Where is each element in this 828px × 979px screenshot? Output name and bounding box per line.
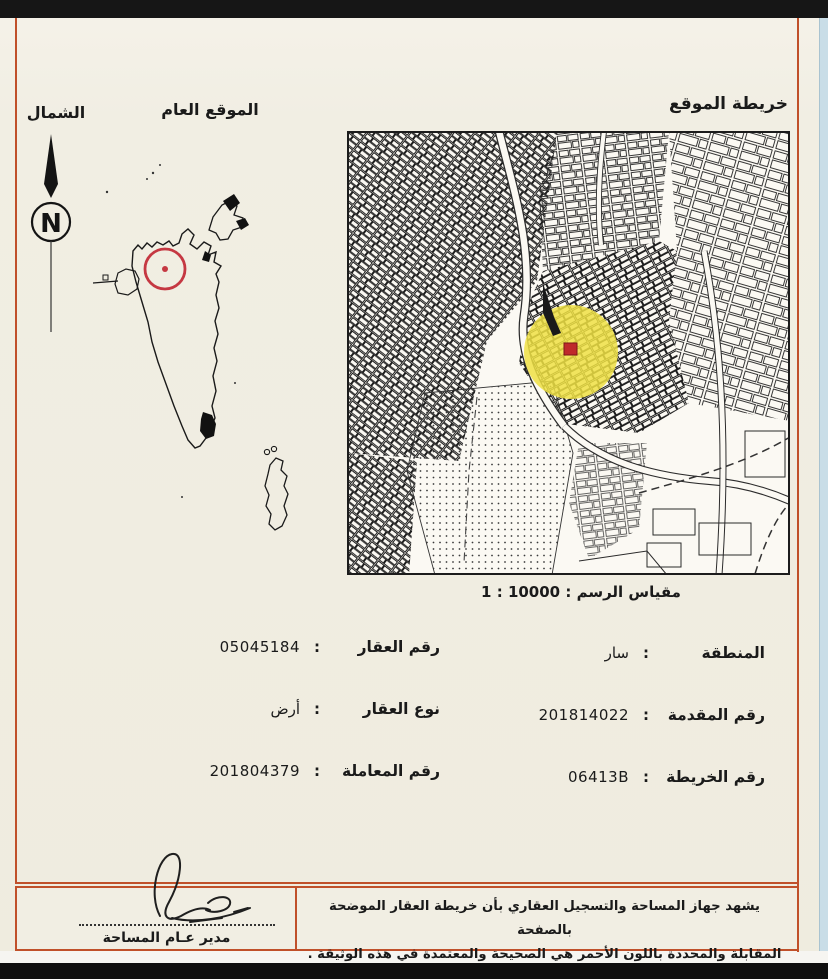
certification-line-2: المقابلة والمحددة باللون الأحمر هي الصحيحة والمعتمدة في هذه الوثيقة . bbox=[307, 947, 782, 962]
border-right bbox=[797, 18, 799, 952]
site-map bbox=[347, 131, 790, 575]
field-label: نوع العقار bbox=[362, 700, 440, 718]
property-marker bbox=[564, 343, 577, 355]
field-label: رقم المعاملة bbox=[341, 762, 440, 780]
field-area bbox=[430, 640, 765, 666]
certification-strip bbox=[15, 886, 799, 962]
field-property-number bbox=[95, 634, 440, 660]
general-location-title: الموقع العام bbox=[161, 100, 259, 119]
north-label: الشمال bbox=[26, 103, 86, 122]
field-colon: : bbox=[643, 644, 649, 662]
border-bottom-main bbox=[15, 882, 799, 884]
field-transaction-number bbox=[95, 758, 440, 784]
field-value: 06413B bbox=[567, 768, 629, 786]
field-property-type bbox=[95, 696, 440, 722]
signatory-title: مدير عـام المساحة bbox=[102, 930, 231, 946]
field-colon: : bbox=[314, 762, 320, 780]
certification-line-1: يشهد جهاز المساحة والتسجيل العقاري بأن خريطة العقار الموضحة بالصفحة bbox=[329, 899, 760, 938]
field-colon: : bbox=[643, 768, 649, 786]
signature bbox=[138, 848, 268, 930]
page-edge-strip bbox=[819, 18, 828, 963]
site-map-title: خريطة الموقع bbox=[668, 94, 788, 114]
field-label: المنطقة bbox=[701, 644, 765, 662]
overview-location-marker bbox=[145, 249, 185, 289]
compass-n-letter: N bbox=[40, 209, 62, 239]
border-left bbox=[15, 18, 17, 884]
fields-left-column bbox=[95, 634, 440, 820]
field-value: أرض bbox=[270, 700, 300, 718]
strip-divider bbox=[295, 888, 297, 949]
field-label: رقم الخريطة bbox=[666, 768, 765, 786]
fields-right-column bbox=[430, 640, 765, 826]
north-compass-icon bbox=[28, 132, 74, 334]
field-label: رقم العقار bbox=[357, 638, 440, 656]
field-value: 201814022 bbox=[538, 706, 629, 724]
top-black-bar bbox=[0, 0, 828, 18]
certification-text bbox=[302, 895, 787, 967]
map-scale: مقياس الرسم : 10000 : 1 bbox=[481, 583, 681, 601]
field-application-number bbox=[430, 702, 765, 728]
field-value: 201804379 bbox=[209, 762, 300, 780]
field-colon: : bbox=[643, 706, 649, 724]
field-value: سار bbox=[604, 644, 629, 662]
bahrain-overview-map bbox=[85, 155, 305, 575]
field-colon: : bbox=[314, 700, 320, 718]
field-map-number bbox=[430, 764, 765, 790]
field-value: 05045184 bbox=[219, 638, 300, 656]
field-label: رقم المقدمة bbox=[667, 706, 765, 724]
field-colon: : bbox=[314, 638, 320, 656]
